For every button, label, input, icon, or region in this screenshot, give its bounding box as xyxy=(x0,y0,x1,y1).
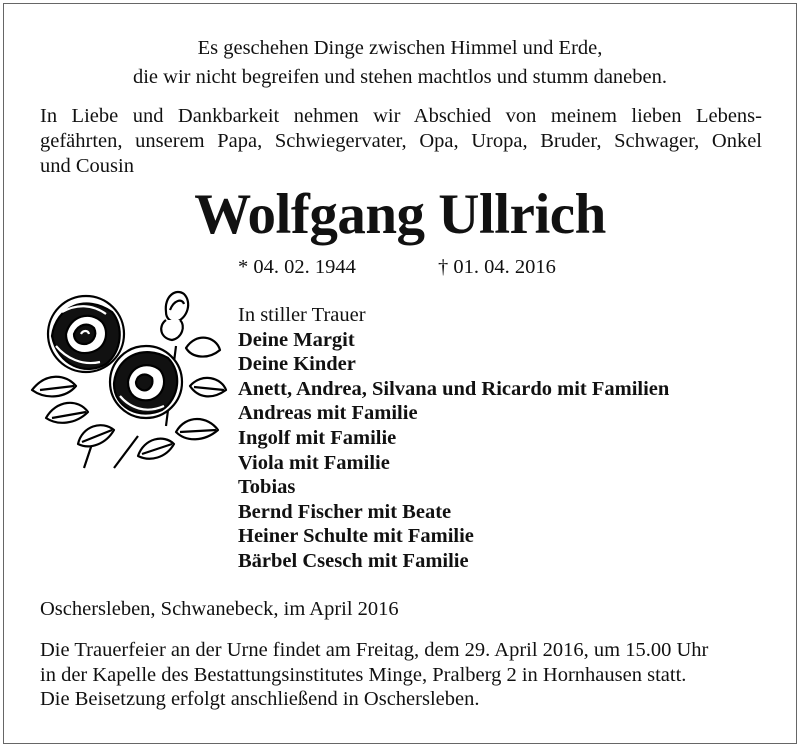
mourner-name: Viola mit Familie xyxy=(238,451,390,474)
opening-quote xyxy=(4,34,796,92)
mourner-name: Heiner Schulte mit Familie xyxy=(238,525,474,548)
mourner-name: Deine Kinder xyxy=(238,353,356,376)
quote-line-2: die wir nicht begreifen und stehen machtlos und stumm daneben. xyxy=(132,66,667,88)
funeral-service-info xyxy=(40,638,796,712)
intro-line-1: In Liebe und Dankbarkeit nehmen wir Abschied von meinem lieben Lebens- xyxy=(40,105,762,127)
mourner-name: Tobias xyxy=(238,476,296,499)
birth-date: * 04. 02. 1944 xyxy=(238,256,356,278)
intro-paragraph xyxy=(40,104,762,179)
deceased-name: Wolfgang Ullrich xyxy=(194,183,606,246)
death-date: † 01. 04. 2016 xyxy=(438,256,556,278)
service-line-1: Die Trauerfeier an der Urne findet am Freitag, dem 29. April 2016, um 15.00 Uhr xyxy=(40,639,709,661)
mourners-list xyxy=(238,303,669,574)
mourner-name: Deine Margit xyxy=(238,328,355,351)
intro-line-2: gefährten, unserem Papa, Schwiegervater, Opa, Uropa, Bruder, Schwager, Onkel xyxy=(40,130,762,152)
roses-icon xyxy=(26,286,231,476)
service-line-2: in der Kapelle des Bestattungsinstitutes Minge, Pralberg 2 in Hornhausen statt. xyxy=(40,663,687,686)
life-dates xyxy=(238,253,796,281)
obituary-notice xyxy=(3,3,797,744)
mourner-name: Ingolf mit Familie xyxy=(238,426,397,449)
quote-line-1: Es geschehen Dinge zwischen Himmel und Erde, xyxy=(197,37,603,59)
mourner-name: Bernd Fischer mit Beate xyxy=(238,500,452,523)
service-line-3: Die Beisetzung erfolgt anschließend in Oschersleben. xyxy=(40,688,480,711)
mourner-name: Bärbel Csesch mit Familie xyxy=(238,549,469,572)
mourners-heading: In stiller Trauer xyxy=(238,304,366,326)
mourner-name: Anett, Andrea, Silvana und Ricardo mit Familien xyxy=(238,377,670,400)
place-and-date: Oschersleben, Schwanebeck, im April 2016 xyxy=(40,598,399,620)
intro-line-3: und Cousin xyxy=(40,155,134,177)
mourner-name: Andreas mit Familie xyxy=(238,402,418,425)
